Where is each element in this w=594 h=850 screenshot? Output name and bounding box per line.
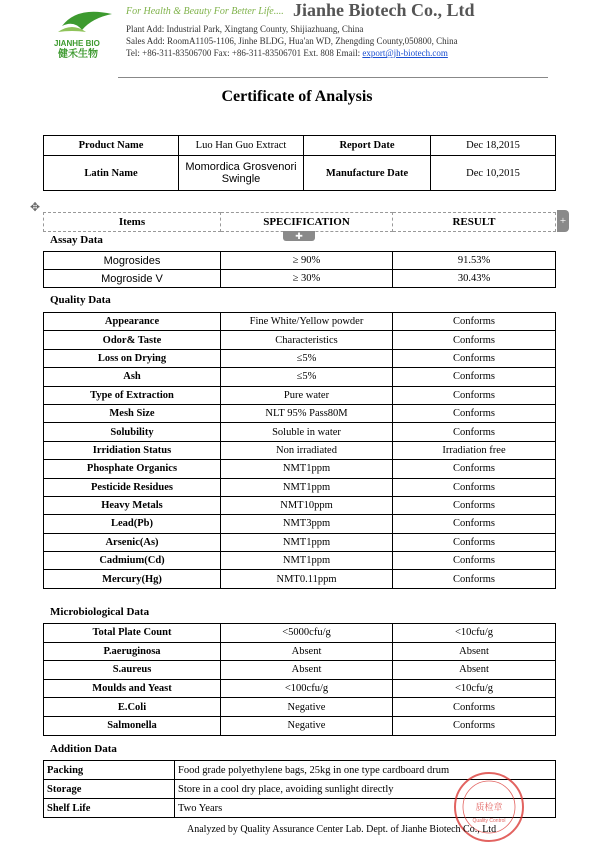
items-header-table xyxy=(43,212,556,232)
item-spec: NMT1ppm xyxy=(221,533,393,551)
table-row xyxy=(44,368,556,386)
item-name: Arsenic(As) xyxy=(44,533,221,551)
item-name: Shelf Life xyxy=(44,799,175,818)
item-result: Irradiation free xyxy=(393,441,556,459)
logo-cn: 健禾生物 xyxy=(58,49,98,58)
item-spec: Negative xyxy=(221,698,393,717)
report-date-value: Dec 18,2015 xyxy=(431,136,556,156)
item-name: Type of Extraction xyxy=(44,386,221,404)
item-result: 30.43% xyxy=(393,270,556,288)
item-spec: Fine White/Yellow powder xyxy=(221,313,393,331)
table-row xyxy=(44,270,556,288)
table-row xyxy=(44,136,556,156)
item-result: Conforms xyxy=(393,533,556,551)
table-row xyxy=(44,213,556,232)
item-name: Mercury(Hg) xyxy=(44,570,221,588)
item-name: Solubility xyxy=(44,423,221,441)
table-row xyxy=(44,496,556,514)
item-result: 91.53% xyxy=(393,252,556,270)
stamp-sub: Quality Control xyxy=(472,818,506,824)
latin-name-value: Momordica Grosvenori Swingle xyxy=(179,156,304,191)
item-result: Conforms xyxy=(393,423,556,441)
item-spec: Soluble in water xyxy=(221,423,393,441)
table-row xyxy=(44,441,556,459)
item-result: Conforms xyxy=(393,552,556,570)
add-row-icon[interactable]: ✚ xyxy=(283,231,315,241)
item-name: Heavy Metals xyxy=(44,496,221,514)
item-result: Conforms xyxy=(393,496,556,514)
table-row xyxy=(44,423,556,441)
item-result: Absent xyxy=(393,661,556,680)
col-items: Items xyxy=(44,213,221,232)
table-row xyxy=(44,716,556,735)
item-spec: Non irradiated xyxy=(221,441,393,459)
item-result: Conforms xyxy=(393,331,556,349)
item-name: Mogroside V xyxy=(44,270,221,288)
quality-section-label: Quality Data xyxy=(50,294,111,306)
item-name: E.Coli xyxy=(44,698,221,717)
item-spec: ≥ 90% xyxy=(221,252,393,270)
table-row xyxy=(44,624,556,643)
table-row xyxy=(44,661,556,680)
table-row xyxy=(44,533,556,551)
slogan: For Health & Beauty For Better Life.... xyxy=(126,6,284,17)
footer-note: Analyzed by Quality Assurance Center Lab. Dept. of Jianhe Biotech Co., Ltd xyxy=(187,824,497,835)
item-spec: NMT1ppm xyxy=(221,552,393,570)
item-name: Phosphate Organics xyxy=(44,460,221,478)
table-row xyxy=(44,515,556,533)
item-name: Moulds and Yeast xyxy=(44,679,221,698)
item-spec: <100cfu/g xyxy=(221,679,393,698)
col-specification: SPECIFICATION xyxy=(221,213,393,232)
item-value: Store in a cool dry place, avoiding sunlight directly xyxy=(175,780,556,799)
item-name: Pesticide Residues xyxy=(44,478,221,496)
sales-address: Sales Add: RoomA1105-1106, Jinhe BLDG, Hua'an WD, Zhengding County,050800, China xyxy=(126,36,458,46)
contact-block xyxy=(126,23,458,59)
stamp-text: 质检章 xyxy=(475,803,503,813)
table-row xyxy=(44,460,556,478)
item-result: <10cfu/g xyxy=(393,679,556,698)
item-result: Conforms xyxy=(393,478,556,496)
item-result: Absent xyxy=(393,642,556,661)
table-row xyxy=(44,313,556,331)
table-row xyxy=(44,679,556,698)
table-row xyxy=(44,552,556,570)
item-spec: Absent xyxy=(221,642,393,661)
quality-table xyxy=(43,312,556,589)
item-spec: ≤5% xyxy=(221,349,393,367)
table-row xyxy=(44,570,556,588)
manufacture-date-value: Dec 10,2015 xyxy=(431,156,556,191)
item-name: Lead(Pb) xyxy=(44,515,221,533)
item-spec: Characteristics xyxy=(221,331,393,349)
micro-section-label: Microbiological Data xyxy=(50,606,150,618)
item-spec: NMT1ppm xyxy=(221,478,393,496)
item-spec: NMT0.11ppm xyxy=(221,570,393,588)
table-row xyxy=(44,642,556,661)
table-row xyxy=(44,349,556,367)
item-name: Storage xyxy=(44,780,175,799)
item-value: Food grade polyethylene bags, 25kg in one type cardboard drum xyxy=(175,761,556,780)
item-spec: NMT10ppm xyxy=(221,496,393,514)
report-date-label: Report Date xyxy=(304,136,431,156)
item-result: Conforms xyxy=(393,460,556,478)
table-row xyxy=(44,331,556,349)
assay-table xyxy=(43,251,556,288)
item-value: Two Years xyxy=(175,799,556,818)
table-row xyxy=(44,252,556,270)
item-name: Irridiation Status xyxy=(44,441,221,459)
header-divider xyxy=(118,77,548,78)
item-name: Mesh Size xyxy=(44,404,221,422)
latin-name-label: Latin Name xyxy=(44,156,179,191)
table-row xyxy=(44,156,556,191)
item-name: Mogrosides xyxy=(44,252,221,270)
item-spec: Pure water xyxy=(221,386,393,404)
micro-table xyxy=(43,623,556,736)
item-name: P.aeruginosa xyxy=(44,642,221,661)
contact-line xyxy=(126,47,458,59)
item-result: Conforms xyxy=(393,716,556,735)
item-result: Conforms xyxy=(393,515,556,533)
item-spec: <5000cfu/g xyxy=(221,624,393,643)
item-spec: Negative xyxy=(221,716,393,735)
item-name: Packing xyxy=(44,761,175,780)
col-result: RESULT xyxy=(393,213,556,232)
item-spec: NLT 95% Pass80M xyxy=(221,404,393,422)
product-name-value: Luo Han Guo Extract xyxy=(179,136,304,156)
item-spec: NMT1ppm xyxy=(221,460,393,478)
table-row xyxy=(44,698,556,717)
item-result: <10cfu/g xyxy=(393,624,556,643)
company-name: Jianhe Biotech Co., Ltd xyxy=(293,0,475,20)
move-icon[interactable]: ✥ xyxy=(30,200,41,214)
item-name: Appearance xyxy=(44,313,221,331)
item-name: Cadmium(Cd) xyxy=(44,552,221,570)
item-name: Odor& Taste xyxy=(44,331,221,349)
item-spec: Absent xyxy=(221,661,393,680)
addition-section-label: Addition Data xyxy=(50,743,117,755)
item-name: Ash xyxy=(44,368,221,386)
item-name: Salmonella xyxy=(44,716,221,735)
item-result: Conforms xyxy=(393,698,556,717)
assay-section-label: Assay Data xyxy=(50,234,103,246)
email-link[interactable]: export@jh-biotech.com xyxy=(362,48,448,58)
table-row xyxy=(44,404,556,422)
table-row xyxy=(44,386,556,404)
item-name: S.aureus xyxy=(44,661,221,680)
item-result: Conforms xyxy=(393,386,556,404)
product-info-table xyxy=(43,135,556,191)
item-name: Loss on Drying xyxy=(44,349,221,367)
company-logo xyxy=(52,8,122,58)
item-result: Conforms xyxy=(393,313,556,331)
item-result: Conforms xyxy=(393,368,556,386)
item-spec: ≥ 30% xyxy=(221,270,393,288)
item-spec: NMT3ppm xyxy=(221,515,393,533)
table-row xyxy=(44,478,556,496)
product-name-label: Product Name xyxy=(44,136,179,156)
plant-address: Plant Add: Industrial Park, Xingtang County, Shijiazhuang, China xyxy=(126,24,364,34)
document-title: Certificate of Analysis xyxy=(221,88,373,105)
add-column-icon[interactable]: + xyxy=(557,210,569,232)
item-result: Conforms xyxy=(393,570,556,588)
tel-fax: Tel: +86-311-83506700 Fax: +86-311-83506701 Ext. 808 Email: xyxy=(126,48,363,58)
manufacture-date-label: Manufacture Date xyxy=(304,156,431,191)
item-name: Total Plate Count xyxy=(44,624,221,643)
item-result: Conforms xyxy=(393,404,556,422)
item-result: Conforms xyxy=(393,349,556,367)
logo-en: JIANHE BIO xyxy=(54,39,100,48)
item-spec: ≤5% xyxy=(221,368,393,386)
